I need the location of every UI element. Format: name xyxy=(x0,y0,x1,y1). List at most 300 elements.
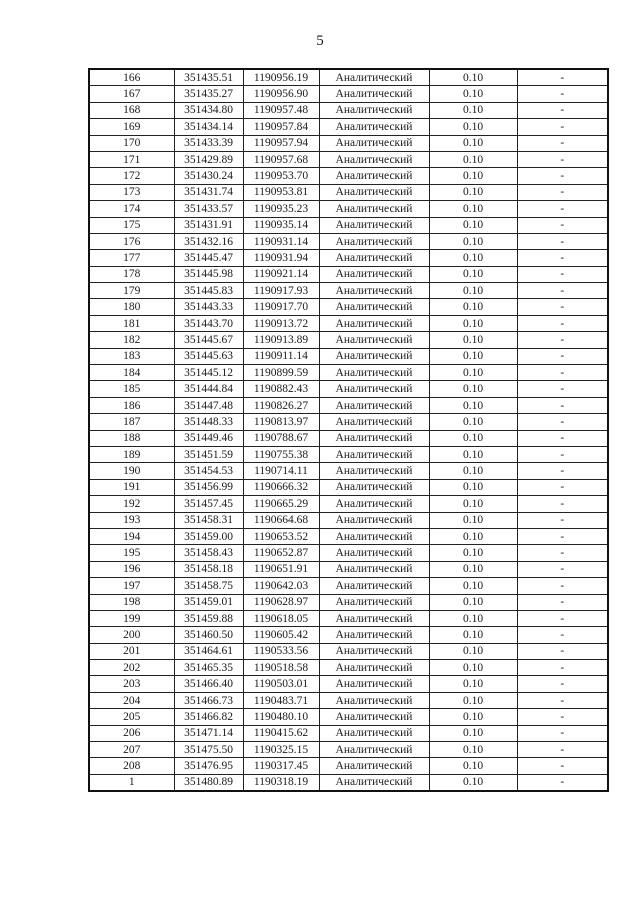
description-cell: - xyxy=(517,594,608,610)
table-row xyxy=(89,561,608,577)
description-cell: - xyxy=(517,365,608,381)
point-number-cell: 200 xyxy=(89,627,174,643)
method-cell: Аналитический xyxy=(319,627,429,643)
x-coordinate-cell: 351435.51 xyxy=(174,69,243,86)
x-coordinate-cell: 351459.01 xyxy=(174,594,243,610)
point-number-cell: 199 xyxy=(89,610,174,626)
method-cell: Аналитический xyxy=(319,545,429,561)
y-coordinate-cell: 1190664.68 xyxy=(243,512,319,528)
method-cell: Аналитический xyxy=(319,725,429,741)
method-cell: Аналитический xyxy=(319,119,429,135)
point-number-cell: 177 xyxy=(89,250,174,266)
point-number-cell: 183 xyxy=(89,348,174,364)
table-row xyxy=(89,397,608,413)
x-coordinate-cell: 351459.88 xyxy=(174,610,243,626)
point-number-cell: 203 xyxy=(89,676,174,692)
y-coordinate-cell: 1190935.23 xyxy=(243,201,319,217)
point-number-cell: 178 xyxy=(89,266,174,282)
table-row xyxy=(89,365,608,381)
description-cell: - xyxy=(517,610,608,626)
point-number-cell: 186 xyxy=(89,397,174,413)
method-cell: Аналитический xyxy=(319,201,429,217)
y-coordinate-cell: 1190652.87 xyxy=(243,545,319,561)
method-cell: Аналитический xyxy=(319,430,429,446)
description-cell: - xyxy=(517,496,608,512)
description-cell: - xyxy=(517,184,608,200)
x-coordinate-cell: 351480.89 xyxy=(174,774,243,791)
accuracy-cell: 0.10 xyxy=(429,709,517,725)
accuracy-cell: 0.10 xyxy=(429,332,517,348)
x-coordinate-cell: 351445.47 xyxy=(174,250,243,266)
method-cell: Аналитический xyxy=(319,102,429,118)
description-cell: - xyxy=(517,758,608,774)
table-row xyxy=(89,430,608,446)
accuracy-cell: 0.10 xyxy=(429,758,517,774)
x-coordinate-cell: 351448.33 xyxy=(174,414,243,430)
method-cell: Аналитический xyxy=(319,528,429,544)
page-number: 5 xyxy=(316,33,324,49)
method-cell: Аналитический xyxy=(319,283,429,299)
method-cell: Аналитический xyxy=(319,332,429,348)
method-cell: Аналитический xyxy=(319,381,429,397)
y-coordinate-cell: 1190813.97 xyxy=(243,414,319,430)
description-cell: - xyxy=(517,299,608,315)
accuracy-cell: 0.10 xyxy=(429,168,517,184)
point-number-cell: 187 xyxy=(89,414,174,430)
x-coordinate-cell: 351460.50 xyxy=(174,627,243,643)
y-coordinate-cell: 1190666.32 xyxy=(243,479,319,495)
coordinates-table xyxy=(88,68,609,792)
method-cell: Аналитический xyxy=(319,742,429,758)
x-coordinate-cell: 351465.35 xyxy=(174,660,243,676)
description-cell: - xyxy=(517,217,608,233)
description-cell: - xyxy=(517,627,608,643)
method-cell: Аналитический xyxy=(319,512,429,528)
point-number-cell: 1 xyxy=(89,774,174,791)
accuracy-cell: 0.10 xyxy=(429,315,517,331)
y-coordinate-cell: 1190651.91 xyxy=(243,561,319,577)
y-coordinate-cell: 1190913.72 xyxy=(243,315,319,331)
y-coordinate-cell: 1190921.14 xyxy=(243,266,319,282)
method-cell: Аналитический xyxy=(319,168,429,184)
description-cell: - xyxy=(517,151,608,167)
accuracy-cell: 0.10 xyxy=(429,365,517,381)
point-number-cell: 202 xyxy=(89,660,174,676)
point-number-cell: 201 xyxy=(89,643,174,659)
table-row xyxy=(89,446,608,462)
accuracy-cell: 0.10 xyxy=(429,446,517,462)
description-cell: - xyxy=(517,479,608,495)
description-cell: - xyxy=(517,446,608,462)
method-cell: Аналитический xyxy=(319,463,429,479)
method-cell: Аналитический xyxy=(319,561,429,577)
x-coordinate-cell: 351443.70 xyxy=(174,315,243,331)
x-coordinate-cell: 351432.16 xyxy=(174,233,243,249)
y-coordinate-cell: 1190788.67 xyxy=(243,430,319,446)
description-cell: - xyxy=(517,660,608,676)
method-cell: Аналитический xyxy=(319,610,429,626)
table-row xyxy=(89,184,608,200)
method-cell: Аналитический xyxy=(319,446,429,462)
point-number-cell: 198 xyxy=(89,594,174,610)
method-cell: Аналитический xyxy=(319,365,429,381)
point-number-cell: 191 xyxy=(89,479,174,495)
table-row xyxy=(89,479,608,495)
point-number-cell: 205 xyxy=(89,709,174,725)
y-coordinate-cell: 1190956.19 xyxy=(243,69,319,86)
x-coordinate-cell: 351476.95 xyxy=(174,758,243,774)
x-coordinate-cell: 351464.61 xyxy=(174,643,243,659)
table-row xyxy=(89,594,608,610)
description-cell: - xyxy=(517,578,608,594)
table-row xyxy=(89,217,608,233)
x-coordinate-cell: 351434.80 xyxy=(174,102,243,118)
table-row xyxy=(89,742,608,758)
point-number-cell: 170 xyxy=(89,135,174,151)
y-coordinate-cell: 1190628.97 xyxy=(243,594,319,610)
method-cell: Аналитический xyxy=(319,594,429,610)
accuracy-cell: 0.10 xyxy=(429,528,517,544)
description-cell: - xyxy=(517,266,608,282)
description-cell: - xyxy=(517,561,608,577)
table-row xyxy=(89,348,608,364)
point-number-cell: 189 xyxy=(89,446,174,462)
point-number-cell: 180 xyxy=(89,299,174,315)
accuracy-cell: 0.10 xyxy=(429,381,517,397)
accuracy-cell: 0.10 xyxy=(429,233,517,249)
table-row xyxy=(89,496,608,512)
accuracy-cell: 0.10 xyxy=(429,135,517,151)
x-coordinate-cell: 351445.98 xyxy=(174,266,243,282)
accuracy-cell: 0.10 xyxy=(429,725,517,741)
x-coordinate-cell: 351433.57 xyxy=(174,201,243,217)
y-coordinate-cell: 1190935.14 xyxy=(243,217,319,233)
accuracy-cell: 0.10 xyxy=(429,266,517,282)
method-cell: Аналитический xyxy=(319,692,429,708)
point-number-cell: 181 xyxy=(89,315,174,331)
point-number-cell: 171 xyxy=(89,151,174,167)
accuracy-cell: 0.10 xyxy=(429,414,517,430)
description-cell: - xyxy=(517,774,608,791)
point-number-cell: 182 xyxy=(89,332,174,348)
x-coordinate-cell: 351434.14 xyxy=(174,119,243,135)
table-row xyxy=(89,463,608,479)
accuracy-cell: 0.10 xyxy=(429,201,517,217)
accuracy-cell: 0.10 xyxy=(429,512,517,528)
point-number-cell: 190 xyxy=(89,463,174,479)
method-cell: Аналитический xyxy=(319,496,429,512)
accuracy-cell: 0.10 xyxy=(429,742,517,758)
table-row xyxy=(89,299,608,315)
point-number-cell: 174 xyxy=(89,201,174,217)
point-number-cell: 184 xyxy=(89,365,174,381)
y-coordinate-cell: 1190653.52 xyxy=(243,528,319,544)
point-number-cell: 175 xyxy=(89,217,174,233)
x-coordinate-cell: 351435.27 xyxy=(174,86,243,102)
x-coordinate-cell: 351444.84 xyxy=(174,381,243,397)
y-coordinate-cell: 1190957.84 xyxy=(243,119,319,135)
accuracy-cell: 0.10 xyxy=(429,774,517,791)
point-number-cell: 172 xyxy=(89,168,174,184)
accuracy-cell: 0.10 xyxy=(429,545,517,561)
x-coordinate-cell: 351449.46 xyxy=(174,430,243,446)
accuracy-cell: 0.10 xyxy=(429,86,517,102)
coordinates-table-body xyxy=(89,69,608,791)
description-cell: - xyxy=(517,528,608,544)
table-row xyxy=(89,266,608,282)
point-number-cell: 173 xyxy=(89,184,174,200)
table-row xyxy=(89,315,608,331)
point-number-cell: 176 xyxy=(89,233,174,249)
method-cell: Аналитический xyxy=(319,414,429,430)
accuracy-cell: 0.10 xyxy=(429,479,517,495)
method-cell: Аналитический xyxy=(319,676,429,692)
accuracy-cell: 0.10 xyxy=(429,250,517,266)
table-row xyxy=(89,676,608,692)
x-coordinate-cell: 351458.31 xyxy=(174,512,243,528)
table-row xyxy=(89,512,608,528)
y-coordinate-cell: 1190642.03 xyxy=(243,578,319,594)
x-coordinate-cell: 351430.24 xyxy=(174,168,243,184)
x-coordinate-cell: 351445.83 xyxy=(174,283,243,299)
table-row xyxy=(89,578,608,594)
description-cell: - xyxy=(517,742,608,758)
method-cell: Аналитический xyxy=(319,151,429,167)
x-coordinate-cell: 351471.14 xyxy=(174,725,243,741)
accuracy-cell: 0.10 xyxy=(429,692,517,708)
point-number-cell: 194 xyxy=(89,528,174,544)
y-coordinate-cell: 1190483.71 xyxy=(243,692,319,708)
accuracy-cell: 0.10 xyxy=(429,561,517,577)
y-coordinate-cell: 1190317.45 xyxy=(243,758,319,774)
accuracy-cell: 0.10 xyxy=(429,283,517,299)
point-number-cell: 168 xyxy=(89,102,174,118)
method-cell: Аналитический xyxy=(319,709,429,725)
method-cell: Аналитический xyxy=(319,69,429,86)
x-coordinate-cell: 351458.18 xyxy=(174,561,243,577)
accuracy-cell: 0.10 xyxy=(429,151,517,167)
x-coordinate-cell: 351433.39 xyxy=(174,135,243,151)
accuracy-cell: 0.10 xyxy=(429,184,517,200)
description-cell: - xyxy=(517,119,608,135)
point-number-cell: 169 xyxy=(89,119,174,135)
y-coordinate-cell: 1190826.27 xyxy=(243,397,319,413)
table-row xyxy=(89,610,608,626)
description-cell: - xyxy=(517,168,608,184)
method-cell: Аналитический xyxy=(319,217,429,233)
x-coordinate-cell: 351447.48 xyxy=(174,397,243,413)
description-cell: - xyxy=(517,250,608,266)
y-coordinate-cell: 1190911.14 xyxy=(243,348,319,364)
point-number-cell: 166 xyxy=(89,69,174,86)
x-coordinate-cell: 351431.74 xyxy=(174,184,243,200)
point-number-cell: 179 xyxy=(89,283,174,299)
table-row xyxy=(89,135,608,151)
point-number-cell: 196 xyxy=(89,561,174,577)
table-row xyxy=(89,545,608,561)
point-number-cell: 195 xyxy=(89,545,174,561)
description-cell: - xyxy=(517,233,608,249)
table-row xyxy=(89,168,608,184)
y-coordinate-cell: 1190518.58 xyxy=(243,660,319,676)
accuracy-cell: 0.10 xyxy=(429,430,517,446)
accuracy-cell: 0.10 xyxy=(429,348,517,364)
point-number-cell: 193 xyxy=(89,512,174,528)
method-cell: Аналитический xyxy=(319,315,429,331)
x-coordinate-cell: 351458.75 xyxy=(174,578,243,594)
table-row xyxy=(89,643,608,659)
table-row xyxy=(89,102,608,118)
method-cell: Аналитический xyxy=(319,660,429,676)
description-cell: - xyxy=(517,69,608,86)
method-cell: Аналитический xyxy=(319,643,429,659)
x-coordinate-cell: 351466.40 xyxy=(174,676,243,692)
method-cell: Аналитический xyxy=(319,266,429,282)
description-cell: - xyxy=(517,725,608,741)
accuracy-cell: 0.10 xyxy=(429,643,517,659)
y-coordinate-cell: 1190931.14 xyxy=(243,233,319,249)
point-number-cell: 185 xyxy=(89,381,174,397)
y-coordinate-cell: 1190480.10 xyxy=(243,709,319,725)
method-cell: Аналитический xyxy=(319,250,429,266)
description-cell: - xyxy=(517,381,608,397)
table-row xyxy=(89,414,608,430)
x-coordinate-cell: 351451.59 xyxy=(174,446,243,462)
description-cell: - xyxy=(517,332,608,348)
accuracy-cell: 0.10 xyxy=(429,627,517,643)
table-row xyxy=(89,283,608,299)
y-coordinate-cell: 1190953.70 xyxy=(243,168,319,184)
description-cell: - xyxy=(517,348,608,364)
accuracy-cell: 0.10 xyxy=(429,397,517,413)
method-cell: Аналитический xyxy=(319,578,429,594)
table-row xyxy=(89,692,608,708)
description-cell: - xyxy=(517,414,608,430)
method-cell: Аналитический xyxy=(319,758,429,774)
y-coordinate-cell: 1190325.15 xyxy=(243,742,319,758)
point-number-cell: 192 xyxy=(89,496,174,512)
table-row xyxy=(89,86,608,102)
y-coordinate-cell: 1190882.43 xyxy=(243,381,319,397)
y-coordinate-cell: 1190917.70 xyxy=(243,299,319,315)
description-cell: - xyxy=(517,676,608,692)
method-cell: Аналитический xyxy=(319,299,429,315)
table-row xyxy=(89,774,608,791)
point-number-cell: 206 xyxy=(89,725,174,741)
y-coordinate-cell: 1190618.05 xyxy=(243,610,319,626)
y-coordinate-cell: 1190665.29 xyxy=(243,496,319,512)
table-row xyxy=(89,528,608,544)
x-coordinate-cell: 351475.50 xyxy=(174,742,243,758)
y-coordinate-cell: 1190956.90 xyxy=(243,86,319,102)
y-coordinate-cell: 1190318.19 xyxy=(243,774,319,791)
method-cell: Аналитический xyxy=(319,184,429,200)
x-coordinate-cell: 351445.67 xyxy=(174,332,243,348)
table-row xyxy=(89,151,608,167)
x-coordinate-cell: 351429.89 xyxy=(174,151,243,167)
method-cell: Аналитический xyxy=(319,479,429,495)
table-row xyxy=(89,332,608,348)
table-row xyxy=(89,709,608,725)
method-cell: Аналитический xyxy=(319,86,429,102)
accuracy-cell: 0.10 xyxy=(429,578,517,594)
description-cell: - xyxy=(517,86,608,102)
accuracy-cell: 0.10 xyxy=(429,217,517,233)
method-cell: Аналитический xyxy=(319,135,429,151)
point-number-cell: 208 xyxy=(89,758,174,774)
accuracy-cell: 0.10 xyxy=(429,299,517,315)
x-coordinate-cell: 351454.53 xyxy=(174,463,243,479)
description-cell: - xyxy=(517,545,608,561)
description-cell: - xyxy=(517,643,608,659)
accuracy-cell: 0.10 xyxy=(429,102,517,118)
accuracy-cell: 0.10 xyxy=(429,676,517,692)
y-coordinate-cell: 1190957.68 xyxy=(243,151,319,167)
description-cell: - xyxy=(517,709,608,725)
table-row xyxy=(89,69,608,86)
x-coordinate-cell: 351458.43 xyxy=(174,545,243,561)
y-coordinate-cell: 1190755.38 xyxy=(243,446,319,462)
point-number-cell: 204 xyxy=(89,692,174,708)
description-cell: - xyxy=(517,397,608,413)
description-cell: - xyxy=(517,512,608,528)
accuracy-cell: 0.10 xyxy=(429,463,517,479)
y-coordinate-cell: 1190714.11 xyxy=(243,463,319,479)
y-coordinate-cell: 1190415.62 xyxy=(243,725,319,741)
description-cell: - xyxy=(517,463,608,479)
y-coordinate-cell: 1190913.89 xyxy=(243,332,319,348)
y-coordinate-cell: 1190917.93 xyxy=(243,283,319,299)
table-row xyxy=(89,381,608,397)
x-coordinate-cell: 351456.99 xyxy=(174,479,243,495)
table-row xyxy=(89,725,608,741)
x-coordinate-cell: 351431.91 xyxy=(174,217,243,233)
table-row xyxy=(89,758,608,774)
description-cell: - xyxy=(517,315,608,331)
table-row xyxy=(89,201,608,217)
point-number-cell: 188 xyxy=(89,430,174,446)
method-cell: Аналитический xyxy=(319,397,429,413)
accuracy-cell: 0.10 xyxy=(429,594,517,610)
x-coordinate-cell: 351457.45 xyxy=(174,496,243,512)
table-row xyxy=(89,233,608,249)
y-coordinate-cell: 1190957.48 xyxy=(243,102,319,118)
description-cell: - xyxy=(517,283,608,299)
accuracy-cell: 0.10 xyxy=(429,119,517,135)
x-coordinate-cell: 351445.12 xyxy=(174,365,243,381)
description-cell: - xyxy=(517,692,608,708)
method-cell: Аналитический xyxy=(319,774,429,791)
accuracy-cell: 0.10 xyxy=(429,660,517,676)
description-cell: - xyxy=(517,430,608,446)
accuracy-cell: 0.10 xyxy=(429,69,517,86)
description-cell: - xyxy=(517,201,608,217)
y-coordinate-cell: 1190899.59 xyxy=(243,365,319,381)
point-number-cell: 207 xyxy=(89,742,174,758)
accuracy-cell: 0.10 xyxy=(429,496,517,512)
x-coordinate-cell: 351466.73 xyxy=(174,692,243,708)
x-coordinate-cell: 351459.00 xyxy=(174,528,243,544)
method-cell: Аналитический xyxy=(319,348,429,364)
y-coordinate-cell: 1190503.01 xyxy=(243,676,319,692)
description-cell: - xyxy=(517,102,608,118)
point-number-cell: 167 xyxy=(89,86,174,102)
y-coordinate-cell: 1190957.94 xyxy=(243,135,319,151)
y-coordinate-cell: 1190931.94 xyxy=(243,250,319,266)
table-row xyxy=(89,660,608,676)
table-row xyxy=(89,119,608,135)
x-coordinate-cell: 351443.33 xyxy=(174,299,243,315)
